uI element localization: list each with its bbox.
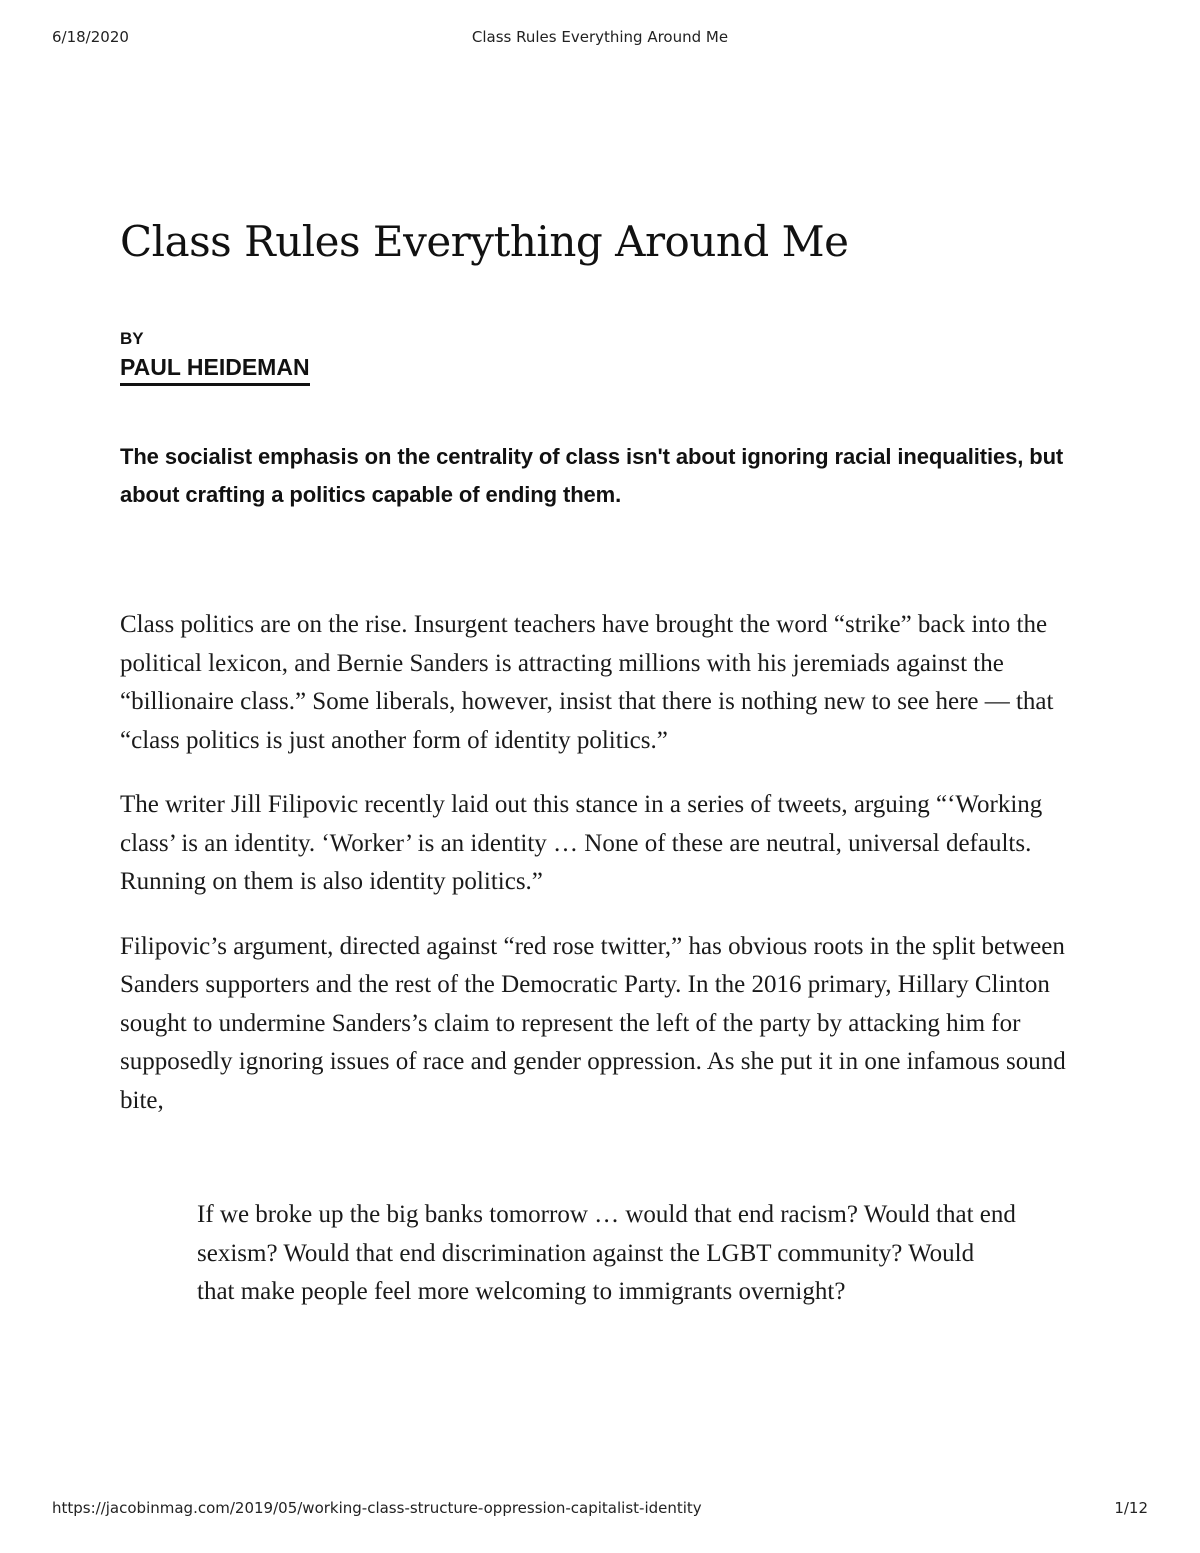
author-link[interactable]: PAUL HEIDEMAN (120, 352, 310, 386)
article-dek: The socialist emphasis on the centrality of class isn't about ignoring racial inequalities, but about crafting a politics capable of ending them. (120, 444, 1064, 507)
article-headline: Class Rules Everything Around Me (120, 217, 849, 266)
print-header (52, 28, 1148, 50)
print-footer (52, 1499, 1148, 1521)
body-paragraph: Filipovic’s argument, directed against “red rose twitter,” has obvious roots in the split between Sanders supporters and the rest of the Democratic Party. In the 2016 primary, Hillary Clinton sought to undermine Sanders’s claim to represent the left of the party by attacking him for supposedly ignoring issues of race and gender oppression. As she put it in one infamous sound bite, (120, 932, 1066, 1114)
print-page-title: Class Rules Everything Around Me (471, 28, 729, 46)
print-page-number: 1/12 (1114, 1499, 1148, 1517)
article (120, 212, 1090, 1312)
byline-label: BY (120, 329, 144, 348)
body-paragraph: Class politics are on the rise. Insurgent teachers have brought the word “strike” back into the political lexicon, and Bernie Sanders is attracting millions with his jeremiads against the “billionaire class.” Some liberals, however, insist that there is nothing new to see here — that “class politics is just another form of identity politics.” (120, 611, 1054, 754)
print-url: https://jacobinmag.com/2019/05/working-class-structure-oppression-capitalist-identity (52, 1499, 702, 1517)
quote-block: If we broke up the big banks tomorrow … would that end racism? Would that end sexism? Would that end discrimination against the LGBT community? Would that make people feel more welcoming to immigrants overnight? (197, 1201, 1016, 1305)
print-date: 6/18/2020 (52, 28, 129, 46)
byline (120, 326, 1090, 386)
article-body (120, 606, 1090, 1120)
body-paragraph: The writer Jill Filipovic recently laid out this stance in a series of tweets, arguing “‘Working class’ is an identity. ‘Worker’ is an identity … None of these are neutral, universal defaults. Running on them is also identity politics.” (120, 791, 1043, 895)
